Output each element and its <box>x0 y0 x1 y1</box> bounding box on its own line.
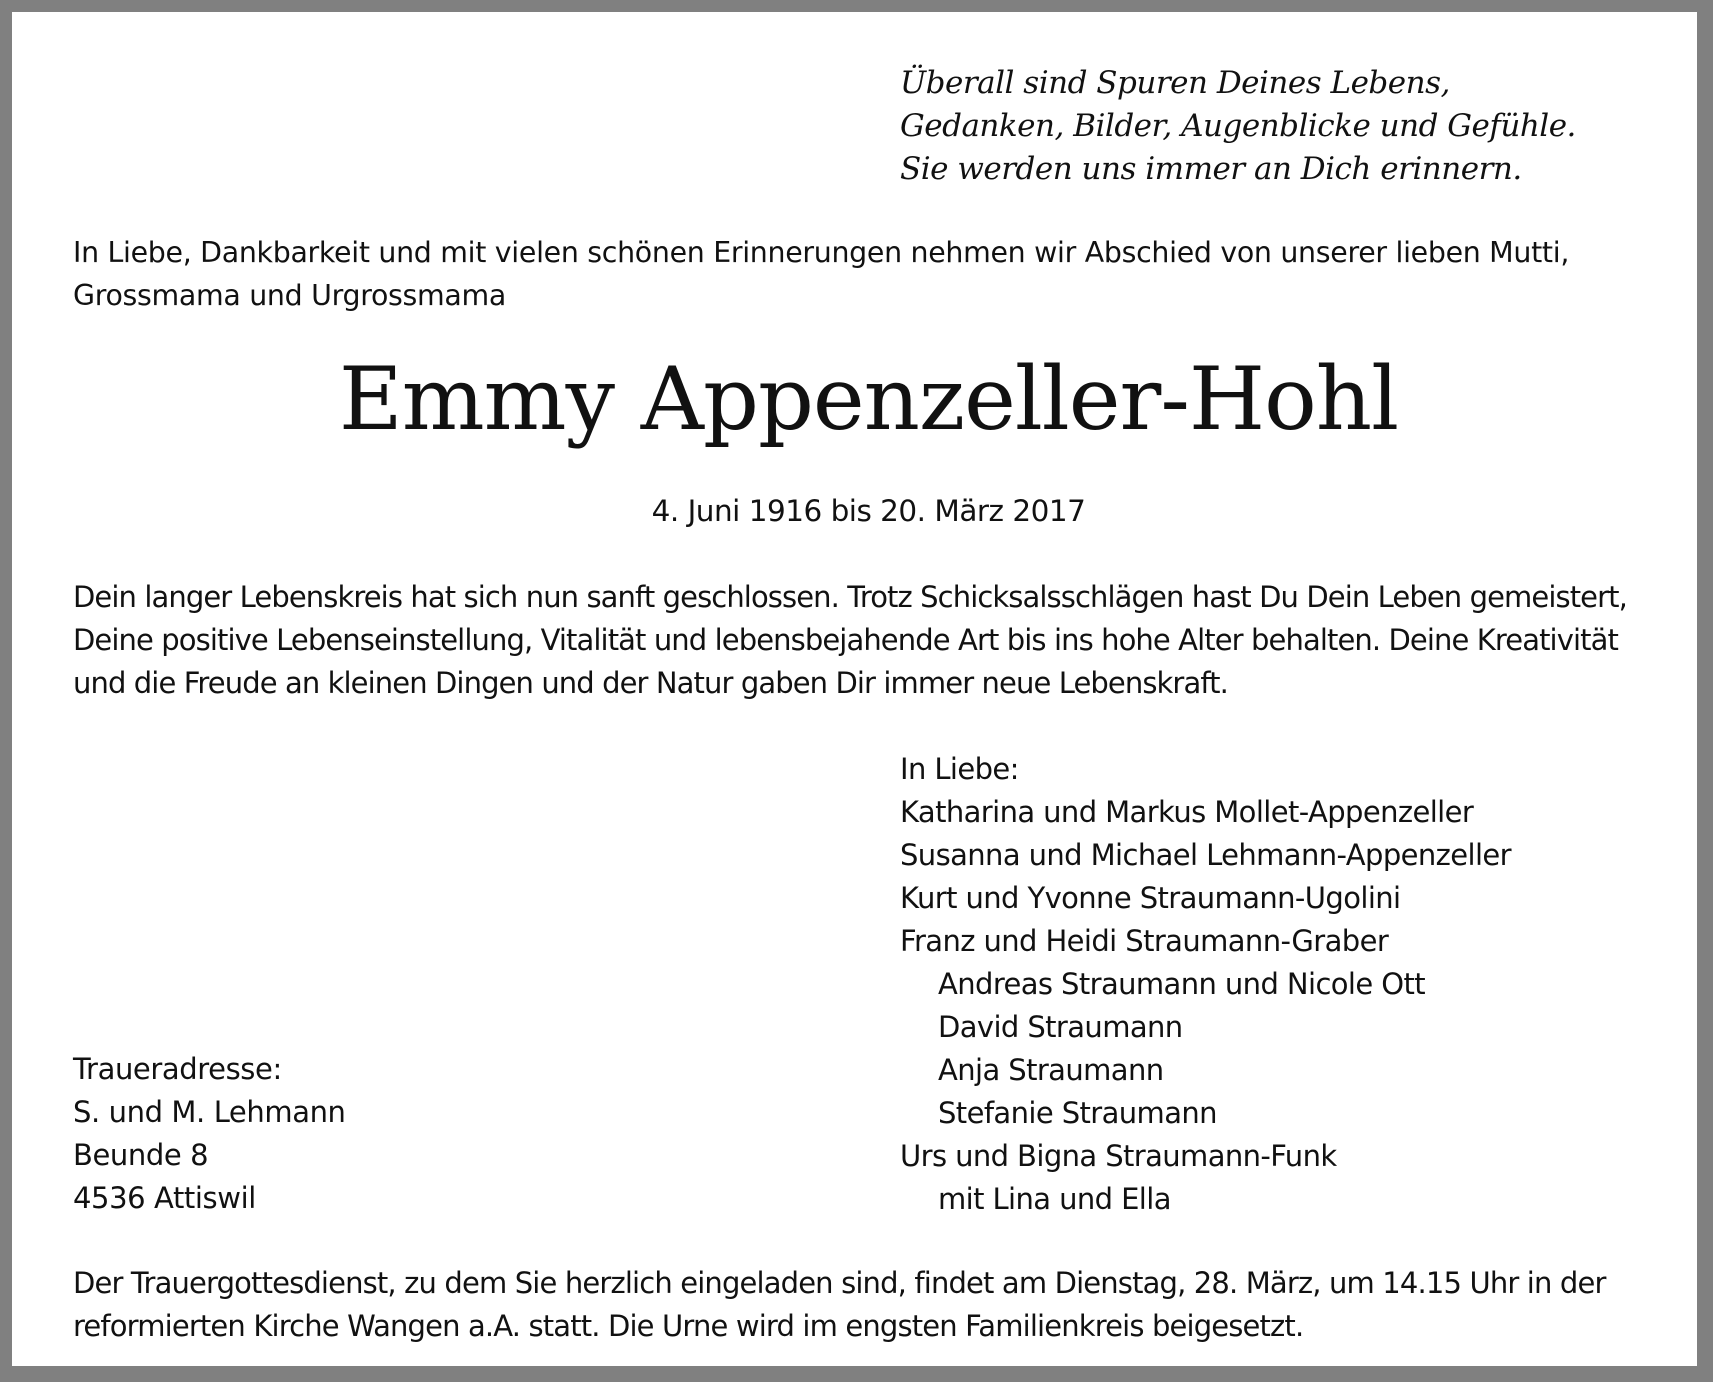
address-line: Beunde 8 <box>73 1138 209 1172</box>
funeral-service-info <box>73 1262 1606 1348</box>
biography-text <box>73 576 1627 705</box>
mourner-entry: Susanna und Michael Lehmann-Appenzeller <box>900 838 1511 872</box>
mourner-entry: Katharina und Markus Mollet-Appenzeller <box>900 795 1474 829</box>
intro-text <box>73 231 1673 317</box>
bio-line: Deine positive Lebenseinstellung, Vitalität und lebensbejahende Art bis ins hohe Alter behalten. Deine Kreativität <box>73 623 1618 657</box>
mourner-entry-indented: Anja Straumann <box>938 1053 1164 1087</box>
mourner-entry: Urs und Bigna Straumann-Funk <box>900 1139 1337 1173</box>
mourning-address <box>73 1048 346 1220</box>
address-line: 4536 Attiswil <box>73 1181 256 1215</box>
mourner-entry-indented: mit Lina und Ella <box>938 1182 1171 1216</box>
service-line: Der Trauergottesdienst, zu dem Sie herzlich eingeladen sind, findet am Dienstag, 28. März, um 14.15 Uhr in der <box>73 1266 1606 1300</box>
mourners-heading: In Liebe: <box>900 752 1019 786</box>
mourner-entry-indented: Stefanie Straumann <box>938 1096 1217 1130</box>
motto-verse <box>900 62 1576 191</box>
mourner-entry: Kurt und Yvonne Straumann-Ugolini <box>900 881 1401 915</box>
mourner-entry: Franz und Heidi Straumann-Graber <box>900 924 1389 958</box>
intro-line: In Liebe, Dankbarkeit und mit vielen schönen Erinnerungen nehmen wir Abschied von unserer lieben Mutti, <box>73 236 1570 269</box>
address-line: S. und M. Lehmann <box>73 1095 346 1129</box>
intro-line: Grossmama und Urgrossmama <box>73 279 506 312</box>
motto-line: Überall sind Spuren Deines Lebens, <box>900 65 1450 101</box>
motto-line: Gedanken, Bilder, Augenblicke und Gefühle. <box>900 108 1576 144</box>
service-line: reformierten Kirche Wangen a.A. statt. Die Urne wird im engsten Familienkreis beigesetzt. <box>73 1309 1304 1343</box>
address-heading: Traueradresse: <box>73 1052 282 1086</box>
bio-line: Dein langer Lebenskreis hat sich nun sanft geschlossen. Trotz Schicksalsschlägen hast Du Dein Leben gemeistert, <box>73 580 1627 614</box>
deceased-name: Emmy Appenzeller-Hohl <box>338 348 1399 450</box>
mourner-entry-indented: David Straumann <box>938 1010 1183 1044</box>
motto-line: Sie werden uns immer an Dich erinnern. <box>900 151 1522 187</box>
bio-line: und die Freude an kleinen Dingen und der Natur gaben Dir immer neue Lebenskraft. <box>73 666 1228 700</box>
mourner-entry-indented: Andreas Straumann und Nicole Ott <box>938 967 1426 1001</box>
mourners-list <box>900 748 1511 1221</box>
life-dates: 4. Juni 1916 bis 20. März 2017 <box>651 494 1086 528</box>
